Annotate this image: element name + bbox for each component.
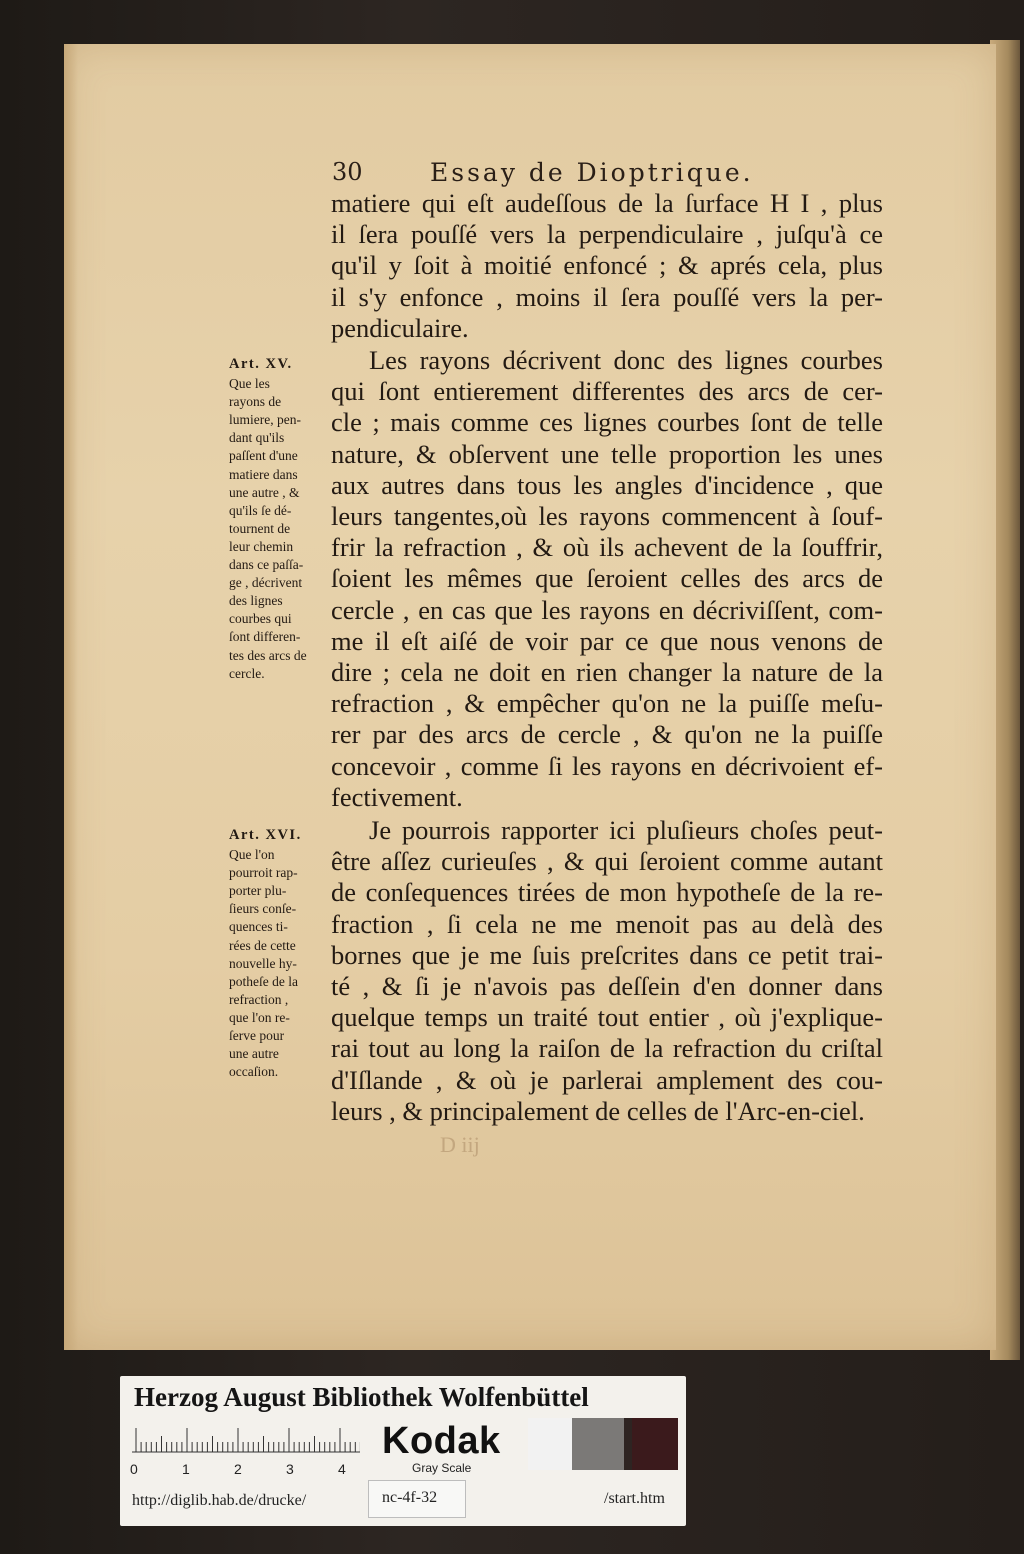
paragraph-article-16 — [331, 815, 883, 1127]
margin-line: que l'on re- — [229, 1009, 290, 1025]
text-line: leurs , & principalement de celles de l'Arc-en-ciel. — [331, 1095, 865, 1126]
margin-line: quences ti- — [229, 919, 288, 935]
gray-patch-white — [528, 1418, 572, 1470]
margin-line: matiere dans — [229, 466, 298, 482]
text-line: rer par des arcs de cercle , & qu'on ne la puiſſe — [331, 719, 883, 750]
margin-line: tes des arcs de — [229, 647, 307, 663]
gray-scale-label: Gray Scale — [412, 1461, 472, 1475]
page-number: 30 — [332, 158, 363, 186]
margin-note-article-16 — [229, 826, 329, 1081]
article-heading: Art. XVI. — [229, 827, 302, 843]
gray-scale-patches — [528, 1418, 678, 1470]
gray-patch-dark — [624, 1418, 632, 1470]
margin-line: dant qu'ils — [229, 430, 285, 446]
margin-line: des lignes — [229, 593, 283, 609]
shelfmark: nc-4f-32 — [382, 1489, 438, 1506]
text-line: Je pourrois rapporter ici pluſieurs choſes peut- — [369, 815, 883, 845]
text-line: être aſſez curieuſes , & qui ſeroient comme autant — [331, 846, 883, 877]
page-gutter — [64, 44, 78, 1350]
text-line: me il eſt aiſé de voir par ce que nous venons de — [331, 625, 883, 656]
text-line: d'Iſlande , & où je parlerai amplement des cou- — [331, 1064, 883, 1095]
library-name: Herzog August Bibliothek Wolfenbüttel — [134, 1382, 589, 1412]
text-line: ſoient les mêmes que ſeroient celles des arcs de — [331, 563, 883, 594]
text-line: té , & ſi je n'avois pas deſſein d'en donner dans — [331, 971, 883, 1002]
bleed-through-signature: D iij — [440, 1132, 480, 1157]
ruler-label: 3 — [286, 1461, 294, 1477]
ruler-label: 1 — [182, 1461, 190, 1477]
text-line: cle ; mais comme ces lignes courbes ſont de telle — [331, 407, 883, 438]
text-line: qu'il y ſoit à moitié enfoncé ; & aprés cela, plus — [331, 250, 883, 281]
ruler-label: 2 — [234, 1461, 242, 1477]
text-line: il ſera pouſſé vers la perpendiculaire , juſqu'à ce — [331, 219, 883, 250]
margin-line: ſerve pour — [229, 1028, 285, 1044]
text-line: dire ; cela ne doit en rien changer la nature de la — [331, 657, 883, 688]
margin-line: paſſent d'une — [229, 448, 298, 464]
margin-line: ſieurs conſe- — [229, 901, 297, 917]
start-path: /start.htm — [604, 1490, 665, 1507]
text-line: matiere qui eſt audeſſous de la ſurface H I , plus — [331, 188, 883, 218]
margin-line: refraction , — [229, 991, 289, 1007]
text-line: bornes que je me ſuis preſcrites dans ce petit trai- — [331, 939, 883, 970]
paragraph-continuation — [331, 188, 883, 344]
text-line: fectivement. — [331, 781, 463, 812]
text-line: pendiculaire. — [331, 312, 469, 343]
gray-patch-black — [632, 1418, 678, 1470]
margin-line: ſont differen- — [229, 629, 301, 645]
margin-line: dans ce paſſa- — [229, 557, 304, 573]
text-line: il s'y enfonce , moins il ſera pouſſé vers la per- — [331, 281, 883, 312]
running-title: Essay de Dioptrique. — [430, 158, 754, 187]
text-line: qui ſont entierement differentes des arcs de cer- — [331, 376, 883, 407]
text-line: Les rayons décrivent donc des lignes courbes — [369, 345, 883, 375]
text-line: nature, & obſervent une telle proportion les unes — [331, 438, 883, 469]
margin-line: cercle. — [229, 665, 265, 681]
margin-note-article-15 — [229, 355, 329, 683]
margin-line: leur chemin — [229, 538, 294, 554]
margin-line: lumiere, pen- — [229, 412, 301, 428]
paragraph-article-15 — [331, 345, 883, 813]
margin-line: courbes qui — [229, 611, 292, 627]
text-line: refraction , & empêcher qu'on ne la puiſſe meſu- — [331, 688, 883, 719]
target-card — [120, 1376, 686, 1526]
margin-line: pourroit rap- — [229, 865, 298, 881]
text-line: aux autres dans tous les angles d'incidence , que — [331, 469, 883, 500]
text-line: fraction , ſi cela ne me menoit pas au delà des — [331, 908, 883, 939]
ruler-labels — [130, 1461, 360, 1479]
text-line: cercle , en cas que les rayons en décriviſſent, com- — [331, 594, 883, 625]
margin-line: une autre , & — [229, 484, 300, 500]
library-url: http://diglib.hab.de/drucke/ — [132, 1492, 307, 1509]
margin-line: rayons de — [229, 394, 282, 410]
ruler-label: 4 — [338, 1461, 346, 1477]
kodak-logo: Kodak — [382, 1420, 501, 1462]
centimeter-ruler — [132, 1426, 360, 1458]
ruler-label: 0 — [130, 1461, 138, 1477]
margin-line: qu'ils ſe dé- — [229, 502, 292, 518]
text-line: frir la refraction , & où ils achevent de la ſouffrir, — [331, 532, 883, 563]
margin-line: porter plu- — [229, 883, 287, 899]
margin-line: potheſe de la — [229, 973, 298, 989]
margin-line: occaſion. — [229, 1064, 279, 1080]
gray-patch-mid — [572, 1418, 624, 1470]
article-heading: Art. XV. — [229, 356, 293, 372]
text-line: rai tout au long la raiſon de la refraction du criſtal — [331, 1033, 883, 1064]
text-line: leurs tangentes,où les rayons commencent à ſouf- — [331, 501, 883, 532]
margin-line: tournent de — [229, 520, 291, 536]
margin-line: Que les — [229, 376, 270, 392]
margin-line: une autre — [229, 1046, 279, 1062]
text-line: quelque temps un traité tout entier , où j'explique- — [331, 1002, 883, 1033]
margin-line: rées de cette — [229, 937, 296, 953]
margin-line: ge , décrivent — [229, 575, 303, 591]
margin-line: Que l'on — [229, 847, 275, 863]
text-line: de conſequences tirées de mon hypotheſe de la re- — [331, 877, 883, 908]
text-line: concevoir , comme ſi les rayons en décrivoient ef- — [331, 750, 883, 781]
margin-line: nouvelle hy- — [229, 955, 297, 971]
